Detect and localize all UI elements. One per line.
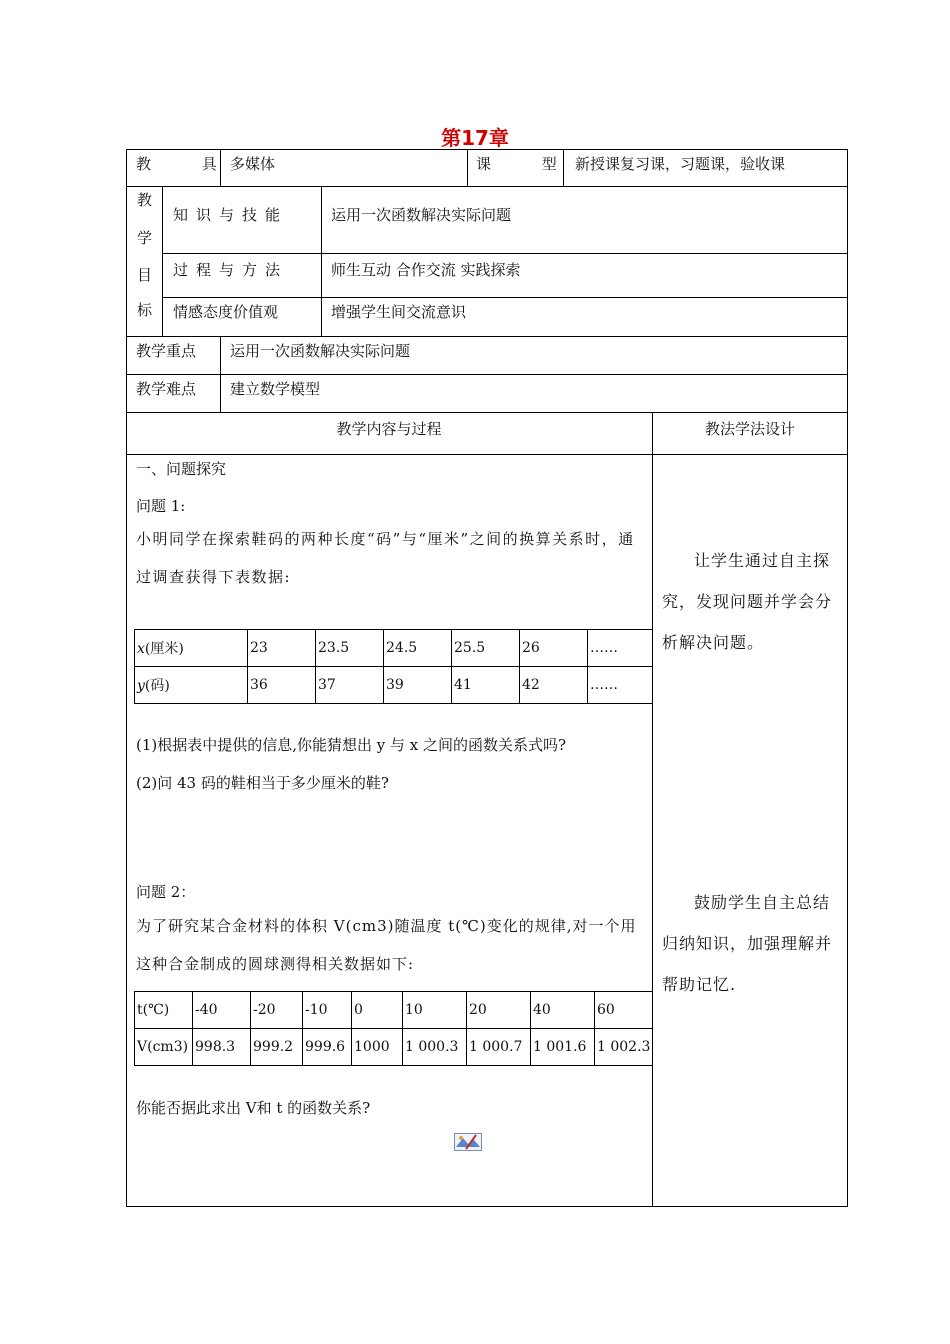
table-cell: V(cm3) bbox=[135, 1029, 193, 1066]
table-cell: -20 bbox=[251, 992, 303, 1029]
objectives-label-4: 标 bbox=[137, 301, 153, 319]
table-cell: 20 bbox=[467, 992, 531, 1029]
tools-label: 教 具 bbox=[136, 155, 225, 173]
content-column-header: 教学内容与过程 bbox=[336, 420, 442, 438]
table-cell: -40 bbox=[193, 992, 251, 1029]
table-row bbox=[135, 667, 653, 704]
table-cell: 60 bbox=[595, 992, 653, 1029]
objective-process-value: 师生互动 合作交流 实践探索 bbox=[331, 261, 521, 279]
volume-temperature-table bbox=[134, 991, 652, 1069]
question-1-sub-1: (1)根据表中提供的信息,你能猜想出 y 与 x 之间的函数关系式吗? bbox=[136, 736, 567, 754]
table-cell: 1000 bbox=[352, 1029, 403, 1066]
table-row bbox=[135, 992, 653, 1029]
table-cell: y(码) bbox=[135, 667, 248, 704]
broken-image-icon bbox=[454, 1133, 482, 1151]
question-1-text: 小明同学在探索鞋码的两种长度“码”与“厘米”之间的换算关系时，通过调查获得下表数据: bbox=[136, 530, 635, 586]
table-cell: 998.3 bbox=[193, 1029, 251, 1066]
section-heading: 一、问题探究 bbox=[136, 460, 227, 478]
table-cell: 37 bbox=[316, 667, 384, 704]
table-cell: 999.6 bbox=[303, 1029, 352, 1066]
table-cell: 1 002.3 bbox=[595, 1029, 653, 1066]
table-cell: 24.5 bbox=[384, 630, 452, 667]
type-value: 新授课复习课，习题课，验收课 bbox=[575, 155, 786, 173]
objective-emotion-label: 情感态度价值观 bbox=[173, 303, 279, 321]
table-cell: 23.5 bbox=[316, 630, 384, 667]
table-row bbox=[135, 630, 653, 667]
shoe-size-table bbox=[134, 629, 652, 707]
table-cell: 10 bbox=[403, 992, 467, 1029]
table-cell: 0 bbox=[352, 992, 403, 1029]
table-cell: …… bbox=[588, 667, 653, 704]
table-cell: 40 bbox=[531, 992, 595, 1029]
objectives-label-3: 目 bbox=[137, 266, 153, 284]
type-label: 课 型 bbox=[476, 155, 565, 173]
table-row bbox=[135, 1029, 653, 1066]
method-note-2: 鼓励学生自主总结归纳知识，加强理解并帮助记忆. bbox=[662, 893, 833, 994]
table-cell: 1 000.7 bbox=[467, 1029, 531, 1066]
table-cell: 999.2 bbox=[251, 1029, 303, 1066]
objectives-label-1: 教 bbox=[137, 191, 153, 209]
question-2-question: 你能否据此求出 V和 t 的函数关系? bbox=[136, 1099, 371, 1117]
table-cell: 23 bbox=[248, 630, 316, 667]
page-title: 第17章 bbox=[441, 126, 509, 150]
table-cell: 25.5 bbox=[452, 630, 520, 667]
table-cell: 36 bbox=[248, 667, 316, 704]
difficulty-label: 教学难点 bbox=[136, 380, 197, 398]
question-2-text: 为了研究某合金材料的体积 V(cm3)随温度 t(℃)变化的规律,对一个用这种合金制成的圆球测得相关数据如下: bbox=[136, 917, 637, 973]
method-note-1: 让学生通过自主探究，发现问题并学会分析解决问题。 bbox=[662, 551, 833, 652]
tools-value: 多媒体 bbox=[230, 155, 276, 173]
table-cell: …… bbox=[588, 630, 653, 667]
table-cell: t(℃) bbox=[135, 992, 193, 1029]
table-cell: 39 bbox=[384, 667, 452, 704]
question-2-label: 问题 2： bbox=[136, 883, 196, 901]
table-cell: 41 bbox=[452, 667, 520, 704]
objective-emotion-value: 增强学生间交流意识 bbox=[331, 303, 467, 321]
table-cell: 26 bbox=[520, 630, 588, 667]
objective-knowledge-label: 知识与技能 bbox=[173, 206, 289, 224]
objectives-label-2: 学 bbox=[137, 229, 153, 247]
table-cell: x(厘米) bbox=[135, 630, 248, 667]
key-point-value: 运用一次函数解决实际问题 bbox=[230, 342, 411, 360]
table-cell: 1 001.6 bbox=[531, 1029, 595, 1066]
objective-process-label: 过程与方法 bbox=[173, 261, 289, 279]
method-column-header: 教法学法设计 bbox=[704, 420, 795, 438]
question-1-sub-2: (2)问 43 码的鞋相当于多少厘米的鞋? bbox=[136, 774, 389, 792]
difficulty-value: 建立数学模型 bbox=[230, 380, 321, 398]
table-cell: 42 bbox=[520, 667, 588, 704]
table-cell: 1 000.3 bbox=[403, 1029, 467, 1066]
question-1-label: 问题 1: bbox=[136, 497, 186, 515]
table-cell: -10 bbox=[303, 992, 352, 1029]
key-point-label: 教学重点 bbox=[136, 342, 197, 360]
objective-knowledge-value: 运用一次函数解决实际问题 bbox=[331, 206, 512, 224]
